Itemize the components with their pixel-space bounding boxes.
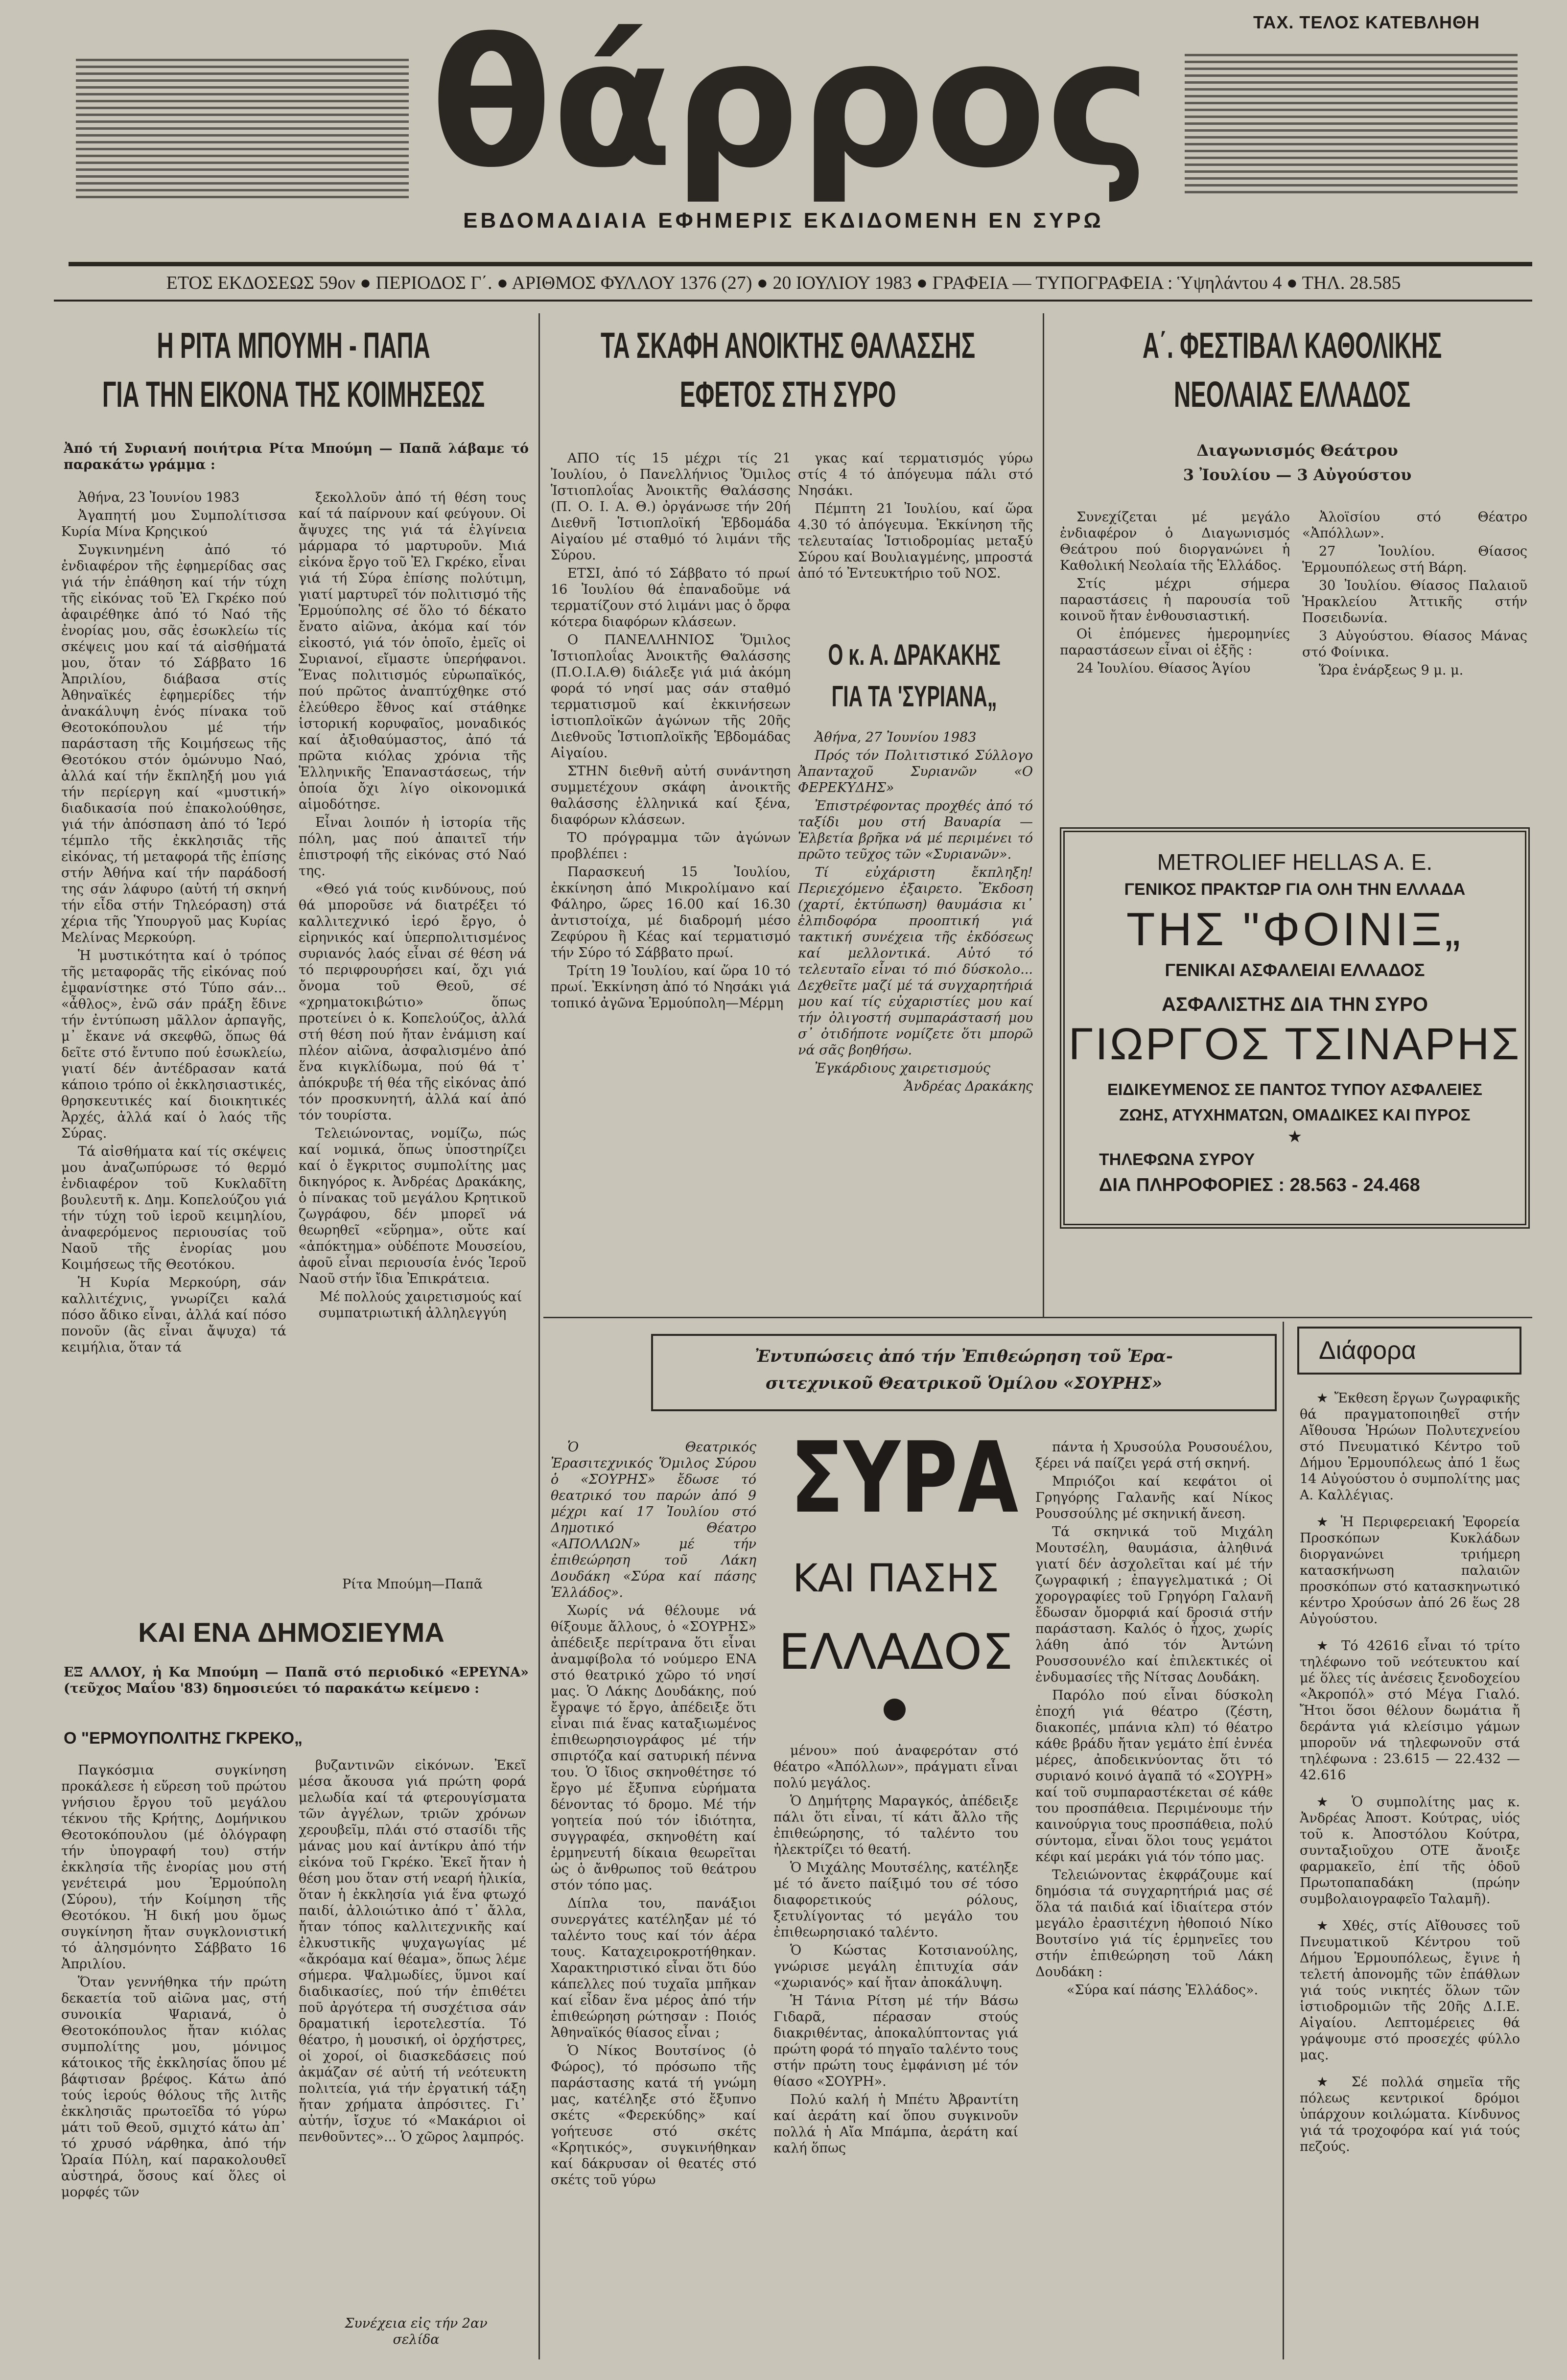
review-kicker-1: Ἐντυπώσεις ἀπό τήν Ἐπιθεώρηση τοῦ Ἐρα- [754,1347,1173,1366]
paragraph: ΤΟ πρόγραμμα τῶν ἀγώνων προβλέπει : [551,830,791,862]
dimosievma-column-2 [299,1757,526,2306]
review-column-3 [1035,1439,1273,2359]
ad-line-2: ΓΕΝΙΚΑΙ ΑΣΦΑΛΕΙΑΙ ΕΛΛΑΔΟΣ [1165,960,1425,980]
ad-phone-label: ΤΗΛΕΦΩΝΑ ΣΥΡΟΥ [1099,1150,1255,1169]
paragraph: Ο ΠΑΝΕΛΛΗΝΙΟΣ Ὅμιλος Ἱστιοπλοΐας Ἀνοικτῆς Θαλάσσης (Π.Ο.Ι.Α.Θ) διάλεξε γιά μιά ἀκόμη φορά τό νησί μας σάν σταθμό τερματισμοῦ καί ἐκκινήσεων ἱστιοπλοϊκῶν ἀγώνων τῆς 20ῆς Διεθνοῦς Ἱστιοπλοϊκῆς Ἑβδομάδας Αἰγαίου. [551,632,791,761]
continued-note: Συνέχεια εἰς τήν 2αν σελίδα [345,2316,488,2347]
paragraph: Δίπλα του, πανάξιοι συνεργάτες κατέληξαν μέ τό ταλέντο τους καί τόν ἀέρα τους. Καταχειροκροτήθηκαν. Χαρακτηριστικό εἶναι ὅτι δύο κάπελλες πού τυχαῖα μπῆκαν καί εἶδαν ἕνα μέρος ἀπό τήν ἐπιθεώρηση ρώτησαν : Ποιός Ἀθηναϊκός θίασος εἶναι ; [551,1896,756,2040]
diafora-items [1300,1390,1520,2359]
news-item: ★ Ἔκθεση ἔργων ζωγραφικῆς θά πραγματοποιηθεῖ στήν Αἴθουσα Ἡρώων Πολυτεχνείου στό Πνευματικό Κέντρο τοῦ Δήμου Ἑρμουπόλεως ἀπό 1 ἕως 14 Αὐγούστου ὁ συμπολίτης μας Α. Καλλέγιας. [1300,1391,1520,1503]
dimosievma-intro: ΕΞ ΑΛΛΟΥ, ἡ Κα Μπούμη — Παπᾶ στό περιοδικό «ΕΡΕΥΝΑ» (τεῦχος Μαΐου '83) δημοσιεύει τό παρακάτω κείμενο : [64,1665,529,1696]
ritsa-intro: Ἀπό τή Συριανή ποιήτρια Ρίτα Μπούμη — Παπᾶ λάβαμε τό παρακάτω γράμμα : [64,441,529,472]
festival-sub-2: 3 Ἰουλίου — 3 Αὐγούστου [1183,466,1412,484]
paragraph: Πρός τόν Πολιτιστικό Σύλλογο Ἀπανταχοῦ Συριανῶν «Ο ΦΕΡΕΚΥΔΗΣ» [798,748,1033,795]
paragraph: Ἀλοϊσίου στό Θέατρο «Ἀπόλλων». [1302,510,1527,541]
ad-line-4: ΕΙΔΙΚΕΥΜΕΝΟΣ ΣΕ ΠΑΝΤΟΣ ΤΥΠΟΥ ΑΣΦΑΛΕΙΕΣ [1107,1080,1482,1098]
diafora-heading-box [1297,1327,1521,1375]
diafora-heading: Διάφορα [1319,1336,1416,1365]
dimosievma-headline: ΚΑΙ ΕΝΑ ΔΗΜΟΣΙΕΥΜΑ [138,1617,444,1648]
paragraph: 27 Ἰουλίου. Θίασος Ἑρμουπόλεως στή Βάρη. [1302,544,1527,575]
paragraph: Ὥρα ἐνάρξεως 9 μ. μ. [1319,663,1464,678]
paragraph: Ἀγαπητή μου Συμπολίτισσα Κυρία Μίνα Κρηςικού [61,508,286,539]
review-kicker-box [651,1334,1277,1411]
newspaper-logo: θάρρος [431,1,1151,207]
star-icon: ★ [1288,1129,1302,1145]
insurance-advertisement [1060,827,1530,1229]
festival-column-2 [1302,509,1527,803]
paragraph: ξεκολλοῦν ἀπό τή θέση τους καί τά παίρνουν καί φεύγουν. Οἱ ἄψυχες της γιά τά ἐλγίνεια μάρμαρα τό μαρτυροῦν. Μιά εἰκόνα ἔργο τοῦ Ἐλ Γκρέκο, εἶναι γιά τή Σύρα ἐπίσης πολύτιμη, γιατί μαρτυρεῖ τόν πολιτισμό τῆς Ἑρμούπολης σέ ὅλο τό δέκατο ἔνατο αἰῶνα, ἀκόμα καί τόν εἰκοστό, γιά τόν ὁποῖο, ἐμεῖς οἱ Συριανοί, εἴμαστε ὑπερήφανοι. Ἕνας πολιτισμός εὐρωπαϊκός, πού πρῶτος ἀναπτύχθηκε στό ἐλεύθερο ἔθνος καί στάθηκε ἱστορική κορυφαῖος, μοναδικός καί ἀξιοθαύμαστος, ἀπό τά πρῶτα κιόλας χρόνια τῆς Ἑλληνικῆς Ἐπαναστάσεως, τήν ὁποία ὄχι λίγο οἰκονομικά αἱμοδότησε. [299,490,526,812]
ritsa-headline-2: ΓΙΑ ΤΗΝ ΕΙΚΟΝΑ ΤΗΣ ΚΟΙΜΗΣΕΩΣ [102,374,485,415]
paragraph: Τά αἰσθήματα καί τίς σκέψεις μου ἀναζωπύρωσε τό θερμό ἐνδιαφέρον τοῦ Κυκλαδῖτη βουλευτῆ κ. Δημ. Κοπελούζου γιά τήν τύχη τοῦ ἱεροῦ κειμηλίου, ἀναφερόμενος περιουσίας τοῦ Ναοῦ τῆς ἐνορίας μου Κοιμήσεως τῆς Θεοτόκου. [61,1144,286,1272]
paragraph: «Θεό γιά τούς κινδύνους, πού θά μποροῦσε νά διατρέξει τό καλλιτεχνικό ἱερό ἔργο, ὁ εἰρηνικός καί ὑπερπολιτισμένος συριανός λαός εἶναι σέ θέση νά τό περιφρουρήσει καί, ὄχι γιά ὄνομα τοῦ Θεοῦ, σέ «χρηματοκιβώτιο» ὅπως προτείνει ὁ κ. Κοπελούζος, ἀλλά στή θέση πού ἤταν ἐνάμιση καί πλέον αἰῶνα, ἀσφαλισμένο ἀπό ἕνα κιγκλίδωμα, πού θά τ᾽ ἀπόκρυβε τή θέα τῆς εἰκόνας ἀπό τόν προσκυνητή, ἀλλά καί ἀπό τόν τουρίστα. [299,882,526,1123]
paragraph: 30 Ἰουλίου. Θίασος Παλαιοῦ Ἡρακλείου Ἀττικῆς στήν Ποσειδωνία. [1302,578,1527,626]
paragraph: βυζαντινῶν εἰκόνων. Ἐκεῖ μέσα ἄκουσα γιά πρώτη φορά μελωδία καί τά φτερουγίσματα τῶν ἀγγέλων, τριῶν χρόνων χερουβεῖμ, πλάι στό στασίδι τῆς μάνας μου καί ἀντίκρυ ἀπό τήν εἰκόνα τοῦ Γκρέκο. Ἐκεῖ ἤταν ἡ θέση μου ὅταν στή νεαρή ἡλικία, ὅταν ἡ ἐκκλησία γιά ἕνα φτωχό παιδί, ἀλλοιώτικο ἀπό τ᾽ ἄλλα, ἤταν τόπος καλλιτεχνικῆς καί ἐλκυστικῆς ψυχαγωγίας μέ «ἄκρόαμα καί θέαμα», ὅπως λέμε σήμερα. Ψαλμωδίες, ὕμνοι καί διαδικασίες, πού τήν ἐπιθέτει ποῦ ἀργότερα τή συσχέτισα σάν δραματική ἱεροτελεστία. Τό θέατρο, ἡ μουσική, οἱ ὀρχήστρες, οἱ χοροί, οἱ διασκεδάσεις πού ἀκμάζαν σέ αὐτή τή νεότευκτη πολιτεία, γιά τήν ἐργατική τάξη ἤταν χρήματα ἀπρόσιτες. Γι᾽ αὐτήν, ἴσχυε τό «Μακάριοι οἱ πενθοῦντες»... Ὁ χῶρος λαμπρός. [299,1758,526,2145]
paragraph: Παγκόσμια συγκίνηση προκάλεσε ἡ εὕρεση τοῦ πρώτου γνήσιου ἔργου τοῦ μεγάλου τέκνου τῆς Κρήτης, Δομήνικου Θεοτοκόπουλου (μέ ὁλόγραφη τήν ὑπογραφή του) στήν ἐκκλησία τῆς ἐνορίας μου στή γενέτειρά μου Ἑρμούπολη (Σύρου), τήν Κοίμηση τῆς Θεοτόκου. Ἡ δική μου ὅμως συγκίνηση ἤταν συγκλονιστική τό ἀλησμόνητο Σάββατο 16 Ἀπριλίου. [61,1763,286,1972]
dimosievma-subhead: Ο "ΕΡΜΟΥΠΟΛΙΤΗΣ ΓΚΡΕΚΟ„ [64,1729,303,1748]
paragraph: Ἐπιστρέφοντας προχθές ἀπό τό ταξίδι μου στή Βαυαρία — Ἑλβετία βρῆκα νά μέ περιμένει τό πρῶτο τεῦχος τῶν «Συριανῶν». [798,798,1033,862]
paragraph: Μέ πολλούς χαιρετισμούς καί συμπατριωτική ἀλληλεγγύη [318,1289,522,1321]
news-item: ★ Τό 42616 εἶναι τό τρίτο τηλέφωνο τοῦ νεότευκτου καί μέ ὅλες τίς ἀνέσεις ξενοδοχείου «Ἀκροπόλ» στό Μέγα Γιαλό. Ἤτοι ὅσοι θέλουν δωμάτια ἤ δεράντα γιά κλείσιμο γάμων μποροῦν νά τηλεφωνοῦν στά τηλέφωνα : 23.615 — 22.432 — 42.616 [1300,1638,1520,1783]
paragraph: Ἀθήνα, 27 Ἰουνίου 1983 [815,730,977,745]
drakakis-headline-1: Ο κ. Α. ΔΡΑΚΑΚΗΣ [828,638,1001,671]
paragraph: ΣΤΗΝ διεθνῆ αὐτή συνάντηση συμμετέχουν σκάφη ἀνοικτῆς θαλάσσης ἑλληνικά καί ξένα, διαφόρων κλάσεων. [551,764,791,827]
festival-column-1 [1060,509,1290,803]
paragraph: Οἱ ἑπόμενες ἡμερομηνίες παραστάσεων εἶναι οἱ ἑξῆς : [1060,627,1290,658]
ritsa-column-1 [61,490,286,1610]
paragraph: Τί εὐχάριστη ἔκπληξη! Περιεχόμενο ἐξαιρετο. Ἔκδοση (χαρτί, ἐκτύπωση) θαυμάσια κι᾽ ἐλπιδοφόρα προοπτική γιά τακτική συνέχεια τῆς ἐκδόσεως καί μελλοντικά. Αὐτό τό τελευταῖο εἶναι τό πιό δύσκολο... Δεχθεῖτε μαζί μέ τά συγχαρητήριά μου καί τίς εὐχαριστίες μου καί τήν ὀλιγοστή συμπαράστασή μου σ᾽ ὀτιδήποτε νομίζετε ὅτι μπορῶ νά σᾶς βοηθήσω. [798,865,1033,1058]
drakakis-letter [798,729,1033,1302]
paragraph: Τελειώνοντας, νομίζω, πώς καί νομικά, ὅπως ὑποστηρίζει καί ὁ ἔγκριτος συμπολίτης μας δικηγόρος κ. Ἀνδρέας Δρακάκης, ὁ πίνακας τοῦ μεγάλου Κρητικοῦ ζωγράφου, δέν μπορεῖ νά θεωρηθεῖ «εὕρημα», οὔτε καί «ἀπόκτημα» οὐδέποτε Μουσείου, ἀφοῦ εἶναι περιουσία ἑνός Ἱεροῦ Ναοῦ στήν ἴδια Ἐπικράτεια. [299,1126,526,1286]
masthead-rule [69,262,1532,266]
ritsa-signature: Ρίτα Μπούμη—Παπᾶ [342,1577,483,1592]
paragraph: Πολύ καλή ἡ Μπέτυ Ἀβραντίτη καί ἀεράτη καί ὅπου συγκινοῦν πολλά ἡ Αἴα Μπάμπα, ἀεράτη καί καλή ὅπως [773,2092,1018,2156]
paragraph: Ἡ Κυρία Μερκούρη, σάν καλλιτέχνις, γνωρίζει καλά πόσο ἄδικο εἶναι, ἀλλά καί πόσο πονοῦν (ἂς εἶναι ἄψυχα) τά κειμήλια, ὅταν τά [61,1275,286,1355]
paragraph: Τελειώνοντας ἐκφράζουμε καί δημόσια τά συγχαρητήριά μας σέ ὅλα τά παιδιά καί ἰδιαίτερα στόν μεγάλο ἐρασιτέχνη ἠθοποιό Νίκο Βουτσίνο γιά τίς ἑρμηνεῖες του στήν ἐπιθεώρηση τοῦ Λάκη Δουδάκη : [1035,1867,1273,1980]
paragraph: μένου» πού ἀναφερόταν στό θέατρο «Ἀπόλλων», πράγματι εἶναι πολύ μεγάλος. [773,1743,1018,1791]
review-column-1 [551,1439,756,2359]
review-title-syra: ΣΥΡΑ [790,1421,1019,1535]
paragraph: Ὁ Δημήτρης Μαραγκός, ἀπέδειξε πάλι ὅτι εἶναι, τί κάτι ἄλλο τῆς ἐπιθεώρησης, τό ταλέντο του ἠλεκτρίζει τό θεατή. [773,1794,1018,1857]
paragraph: Συνεχίζεται μέ μεγάλο ἐνδιαφέρον ὁ Διαγωνισμός Θεάτρου πού διοργανώνει ἡ Καθολική Νεολαία τῆς Ἑλλάδος. [1060,510,1290,573]
skafi-headline-1: ΤΑ ΣΚΑΦΗ ΑΝΟΙΚΤΗΣ ΘΑΛΑΣΣΗΣ [601,325,976,366]
review-kicker-2: σιτεχνικοῦ Θεατρικοῦ Ὁμίλου «ΣΟΥΡΗΣ» [765,1374,1163,1393]
dimosievma-column-1 [61,1762,286,2359]
ad-line-1: ΓΕΝΙΚΟΣ ΠΡΑΚΤΩΡ ΓΙΑ ΟΛΗ ΤΗΝ ΕΛΛΑΔΑ [1124,880,1466,899]
bullet-dot-icon [884,1699,906,1721]
paragraph: γκας καί τερματισμός γύρω στίς 4 τό ἀπόγευμα πάλι στό Νησάκι. [798,451,1033,498]
paragraph: ΕΤΣΙ, ἀπό τό Σάββατο τό πρωί 16 Ἰουλίου θά ἐπαναδοῦμε νά τερματίζουν στό λιμάνι μας ὁ ὄρφα κότερα διαφόρων κλάσεων. [551,566,791,630]
ad-brand: ΤΗΣ "ΦΟΙΝΙΞ„ [1126,903,1464,956]
masthead-wave-ornament-right [1185,54,1518,196]
paragraph: 3 Αὐγούστου. Θίασος Μάνας στό Φοίνικα. [1302,629,1527,660]
paragraph: Ὁ Κώστας Κοτσιανούλης, γνώρισε μεγάλη ἐπιτυχία σάν «χωριανός» καί ἤταν ἀποκάλυψη. [773,1943,1018,1990]
festival-headline-2: ΝΕΟΛΑΙΑΣ ΕΛΛΑΔΟΣ [1174,374,1411,415]
paragraph: πάντα ἡ Χρυσούλα Ρουσουέλου, ξέρει νά παίζει γερά στή σκηνή. [1035,1440,1273,1471]
paragraph: «Σύρα καί πάσης Ἑλλάδος». [1066,1983,1259,1998]
paragraph: Τά σκηνικά τοῦ Μιχάλη Μουτσέλη, θαυμάσια, ἀληθινά γιατί δέν ἀσχολεῖται καί μέ τήν ζωγραφική ; ἐπαγγελματικά ; Οἱ χορογραφίες τοῦ Γρηγόρη Γαλανῆ ἔδωσαν ὄμορφιά καί δροσιά στήν παράσταση. Καλός ὁ ἦχος, χωρίς λάθη ἀπό τόν Ἀντώνη Ρουσσουνέλο καί ἐπιλεκτικές οἱ ἐνδυμασίες τῆς Νίτσας Δουδάκη. [1035,1524,1273,1685]
column-divider [538,313,540,2359]
skafi-column-1 [551,450,791,1302]
ad-line-5: ΖΩΗΣ, ΑΤΥΧΗΜΑΤΩΝ, ΟΜΑΔΙΚΕΣ ΚΑΙ ΠΥΡΟΣ [1119,1106,1471,1124]
skafi-headline-2: ΕΦΕΤΟΣ ΣΤΗ ΣΥΡΟ [679,374,896,415]
paragraph: Μπριόζοι καί κεφάτοι οἱ Γρηγόρης Γαλανῆς καί Νίκος Ρουσσούλης μέ σκηνική ἄνεση. [1035,1474,1273,1521]
ad-company: METROLIEF HELLAS A. E. [1157,849,1433,875]
ad-agent-name: ΓΙΩΡΓΟΣ ΤΣΙΝΑΡΗΣ [1068,1019,1521,1069]
review-title-ellados: ΕΛΛΑΔΟΣ [778,1623,1013,1680]
paragraph: ΑΠΟ τίς 15 μέχρι τίς 21 Ἰουλίου, ὁ Πανελλήνιος Ὅμιλος Ἱστιοπλοΐας Ἀνοικτῆς Θαλάσσης (Π. Ο. Ι. Α. Θ.) ὀργάνωσε τήν 20ή Διεθνῆ Ἱστιοπλοϊκή Ἑβδομάδα Αἰγαίου μέ σταθμό τό λιμάνι τῆς Σύρου. [551,451,791,563]
drakakis-headline-2: ΓΙΑ ΤΑ 'ΣΥΡΙΑΝΑ„ [831,680,997,713]
festival-sub-1: Διαγωνισμός Θεάτρου [1196,441,1398,460]
paragraph: Ἐγκάρδιους χαιρετισμούς [815,1061,991,1076]
paragraph: Ἡ μυστικότητα καί ὁ τρόπος τῆς μεταφορᾶς τῆς εἰκόνας πού ἐμφανίστηκε στό Τύπο σάν... «ἆθλος», ἐνῶ σάν πράξη ἔδινε τήν ἐντύπωση μᾶλλον ἁρπαγῆς, μ᾽ ἔκανε νά σκεφθῶ, ὅπως θά δεῖτε στό ἔντυπο πού ἐσωκλείω, γιατί δέν ἀντέδρασαν κατά κάποιο τρόπο οἱ ἐκκλησιαστικές, θρησκευτικές καί διοικητικές Ἀρχές, ἀλλά καί ὁ λαός τῆς Σύρας. [61,948,286,1141]
issue-info-line: ΕΤΟΣ ΕΚΔΟΣΕΩΣ 59ον ● ΠΕΡΙΟΔΟΣ Γ΄. ● ΑΡΙΘΜΟΣ ΦΥΛΛΟΥ 1376 (27) ● 20 ΙΟΥΛΙΟΥ 1983 ● ΓΡΑΦΕΙΑ — ΤΥΠΟΓΡΑΦΕΙΑ : Ὑψηλάντου 4 ● ΤΗΛ. 28.585 [166,273,1401,293]
review-column-2 [773,1743,1018,2359]
paragraph: Ὅταν γεννήθηκα τήν πρώτη δεκαετία τοῦ αἰῶνα μας, στή συνοικία Ψαριανά, ὁ Θεοτοκόπουλος ἤταν κιόλας συμπολίτης μου, μόνιμος κάτοικος τῆς ἐκκλησίας ὅπου μέ βάφτισαν βρέφος. Κάτω ἀπό τούς ἱερούς θόλους τῆς λιτῆς ἐκκλησιᾶς πρωτοεῖδα τό γύρω μάτι τοῦ Θεοῦ, σμιχτό κάτω ἀπ᾽ τό χρυσό νάρθηκα, ἀπό τήν Ὡραία Πύλη, καί παρακολουθεῖ αὐστηρά, ὅσους καί ὅλες οἱ μορφές τῶν [61,1975,286,2200]
paragraph: Συγκινημένη ἀπό τό ἐνδιαφέρον τῆς ἐφημερίδας σας γιά τήν ἐπάθηση καί τήν τύχη τῆς εἰκόνας τοῦ Ἐλ Γκρέκο πού ἀφαιρέθηκε ἀπό τό Ναό τῆς ἐνορίας μου, σᾶς ἐσωκλείω τίς σκέψεις μου καί τά αἰσθήματά μου, ὅταν τό Σάββατο 16 Ἀπριλίου, διάβασα στίς Ἀθηναϊκές ἐφημερίδες τήν ἀνακάλυψη ἑνός πίνακα τοῦ Θεοτοκόπουλου μέ τήν παράσταση τῆς Κοιμήσεως τῆς Θεοτόκου στόν ὁμώνυμο Ναό, ἀλλά καί τήν ἔκπληξή μου γιά τήν περίεργη καί «μυστική» διαδικασία πού ἐπακολούθησε, γιά τήν ἀπόσπαση ἀπό τό Ἱερό τέμπλο τῆς ἐκκλησιᾶς τῆς εἰκόνας, τή μεταφορά τῆς ἐπίσης στήν Ἀθήνα καί τήν παράδοσή της σάν λάφυρο (αὐτή τή σκηνή τήν εἶδα στήν Τηλεόραση) στά χέρια τῆς Ὑπουργοῦ μας Κυρίας Μελίνας Μερκούρη. [61,542,286,945]
skafi-column-2 [798,450,1033,612]
festival-headline-1: Α΄. ΦΕΣΤΙΒΑΛ ΚΑΘΟΛΙΚΗΣ [1142,325,1442,366]
paragraph: Ἡ Τάνια Ρίτση μέ τήν Βάσω Γιδαρᾶ, πέρασαν στούς διακριθέντας, ἀποκαλύπτοντας γιά πρώτη φορά τό πηγαῖο ταλέντο τους στήν πρώτη τους ἐμφάνιση μέ τόν θίασο «ΣΟΥΡΗ». [773,1993,1018,2089]
ad-phone-numbers: ΔΙΑ ΠΛΗΡΟΦΟΡΙΕΣ : 28.563 - 24.468 [1099,1175,1420,1195]
paragraph: Ἀθήνα, 23 Ἰουνίου 1983 [78,490,240,505]
paragraph: Ὁ Μιχάλης Μουτσέλης, κατέληξε μέ τό ἄνετο παίξιμό του σέ τόσο διαφορετικούς ρόλους, ξετυλίγοντας τό μεγάλο του ἐπιθεωρησιακό ταλέντο. [773,1860,1018,1940]
paragraph: Ὁ Νίκος Βουτσίνος (ὁ Φώρος), τό πρόσωπο τῆς παράστασης κατά τή γνώμη μας, κατέληξε στό ἔξυπνο σκέτς «Φερεκύδης» καί γοήτευσε στό σκέτς «Κρητικός», συγκινήθηκαν καί δάκρυσαν οἱ θεατές στό σκέτς τοῦ γύρω [551,2043,756,2188]
ritsa-column-2 [299,490,526,1566]
paragraph: Χωρίς νά θέλουμε νά θίξουμε ἄλλους, ὁ «ΣΟΥΡΗΣ» ἀπέδειξε περίτρανα ὅτι εἶναι ἀναμφίβολα τό νούμερο ΕΝΑ στό θεατρικό χῶρο τό νησί μας. Ὁ Λάκης Δουδάκης, πού ἔγραψε τό ἔργο, ἀπέδειξε ὅτι εἶναι πιά ἕνας καταξιωμένος ἐπιθεωρησιογράφος μέ τήν σπιρτόζα καί σατυρική πέννα του. Ὁ ἴδιος σκηνοθέτησε τό ἔργο μέ ἔξυπνα εὑρήματα δένοντας τό δρομο. Μέ τήν γοητεία πού τόν ἰδιότητα, συγγραφέα, σκηνοθέτη καί ἑρμηνευτή δίκαια θεωρεῖται ὡς ὁ ἄνθρωπος τοῦ θεάτρου στόν τόπο μας. [551,1603,756,1893]
masthead-wave-ornament-left [76,59,409,201]
section-rule [543,1317,1532,1318]
paragraph: Παρασκευή 15 Ἰουλίου, ἐκκίνηση ἀπό Μικρολίμανο καί Φάληρο, ὥρες 16.00 καί 16.30 ἀντιστοίχα, μέ διαδρομή μέσο Ζεφύρου ἢ Κέας καί τερματισμό τήν Σύρο τό Σάββατο πρωί. [551,864,791,960]
paragraph: 24 Ἰουλίου. Θίασος Ἁγίου [1076,661,1251,676]
news-item: ★ Χθές, στίς Αἴθουσες τοῦ Πνευματικοῦ Κέντρου τοῦ Δήμου Ἑρμουπόλεως, ἔγινε ἡ τελετή ἀπονομῆς τῶν ἐπάθλων γιά τούς νικητές ὅλων τῶν ἱστιοδρομιῶν τῆς 20ῆς Δ.Ι.Ε. Αἰγαίου. Λεπτομέρειες θά γράψουμε στό προσεχές φύλλο μας. [1300,1918,1520,2063]
news-item: ★ Ἡ Περιφερειακή Ἐφορεία Προσκόπων Κυκλάδων διοργανώνει τριήμερη κατασκήνωση παλαιῶν προσκόπων στό κατασκηνωτικό κέντρο Χρούσων ἀπό 26 ἕως 28 Αὐγούστου. [1300,1515,1520,1627]
paragraph: Παρόλο πού εἶναι δύσκολη ἐποχή γιά θέατρο (ζέστη, διακοπές, μπάνια κλπ) τό θέατρο κάθε βράδυ ἤταν γεμάτο ἐπί ἐννέα μέρες, ἀποδεικνύοντας ὅτι τό συριανό κοινό ἀγαπᾶ τό «ΣΟΥΡΗ» καί τοῦ συμπαραστέκεται σέ κάθε του προσπάθεια. Περιμένουμε τήν καινούργια τους προσπάθεια, πολύ σύντομα, εἶναι ὅλοι τους γεμάτοι κέφι καί μεράκι γιά τόν τόπο μας. [1035,1688,1273,1865]
column-divider [1283,1322,1284,2359]
ad-line-3: ΑΣΦΑΛΙΣΤΗΣ ΔΙΑ ΤΗΝ ΣΥΡΟ [1162,994,1428,1015]
info-rule [54,300,1532,302]
paragraph: Εἶναι λοιπόν ἡ ἱστορία τῆς πόλη, μας πού ἀπαιτεῖ τήν ἐπιστροφή τῆς εἰκόνας στό Ναό της. [299,815,526,879]
column-divider [1043,313,1044,1317]
ritsa-headline-1: Η ΡΙΤΑ ΜΠΟΥΜΗ - ΠΑΠΑ [157,325,430,366]
newspaper-subtitle: ΕΒΔΟΜΑΔΙΑΙΑ ΕΦΗΜΕΡΙΣ ΕΚΔΙΔΟΜΕΝΗ ΕΝ ΣΥΡΩ [463,209,1104,233]
paragraph: Τρίτη 19 Ἰουλίου, καί ὥρα 10 τό πρωί. Ἐκκίνηση ἀπό τό Νησάκι γιά τοπικό ἀγῶνα Ἑρμούπολη—Μέρμη [551,963,791,1011]
paragraph: Στίς μέχρι σήμερα παραστάσεις ἡ παρουσία τοῦ κοινοῦ ἤταν ἐνθουσιαστική. [1060,576,1290,624]
paragraph: Ὁ Θεατρικός Ἐρασιτεχνικός Ὅμιλος Σύρου ὁ «ΣΟΥΡΗΣ» ἔδωσε τό θεατρικό του παρών ἀπό 9 μέχρι καί 17 Ἰουλίου στό Δημοτικό Θέατρο «ΑΠΟΛΛΩΝ» μέ τήν ἐπιθεώρηση τοῦ Λάκη Δουδάκη «Σύρα καί πάσης Ἑλλάδος». [551,1440,756,1600]
news-item: ★ Σέ πολλά σημεῖα τῆς πόλεως κεντρικοί δρόμοι ὑπάρχουν κοιλώματα. Κίνδυνος γιά τά τροχοφόρα καί γιά τούς πεζούς. [1300,2075,1520,2154]
news-item: ★ Ὁ συμπολίτης μας κ. Ἀνδρέας Ἀποστ. Κούτρας, υἱός τοῦ κ. Ἀποστόλου Κούτρα, συνταξιοῦχου ΟΤΕ ἄνοιξε φαρμακεῖο, ἐπί τῆς ὁδοῦ Πρωτοπαπαδάκη (πρώην συμβολαιογραφεῖο Ταλαμῆ). [1300,1795,1520,1907]
paragraph: Πέμπτη 21 Ἰουλίου, καί ὥρα 4.30 τό ἀπόγευμα. Ἐκκίνηση τῆς τελευταίας Ἱστιοδρομίας μεταξύ Σύρου καί Βουλιαγμένης, μπροστά ἀπό τό Ἐντευκτήριο τοῦ ΝΟΣ. [798,501,1033,581]
postage-paid-notice: ΤΑΧ. ΤΕΛΟΣ ΚΑΤΕΒΛΗΘΗ [1253,12,1480,32]
review-title-kai-pasis: ΚΑΙ ΠΑΣΗΣ [793,1557,999,1601]
signature: Ἀνδρέας Δρακάκης [904,1079,1033,1094]
